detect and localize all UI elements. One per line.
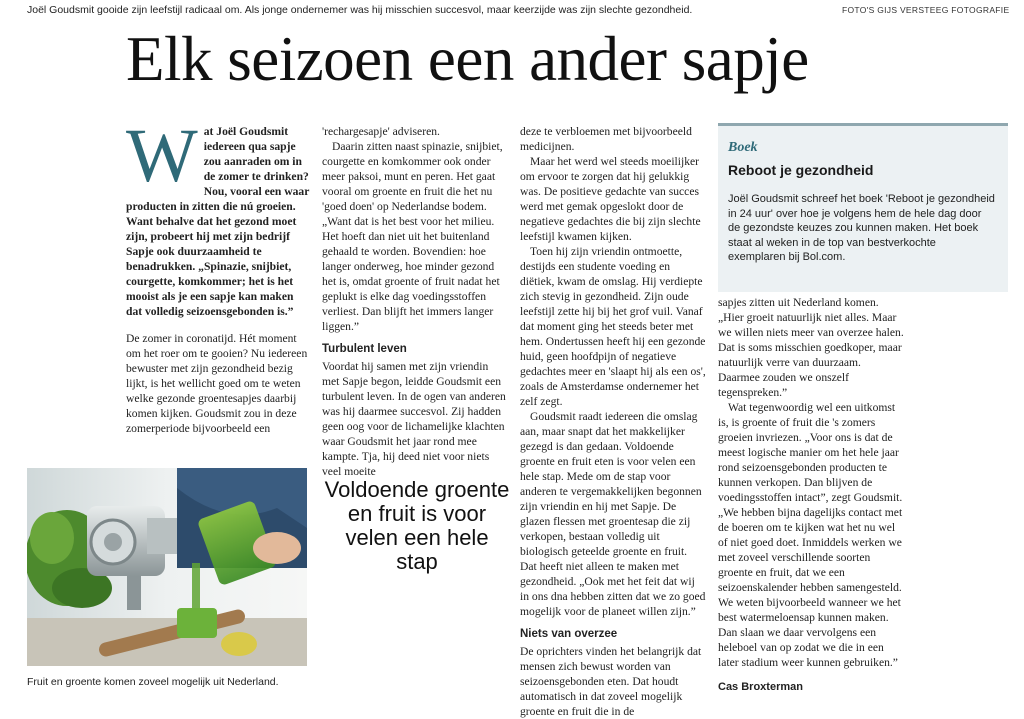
paragraph: Voordat hij samen met zijn vriendin met Sapje begon, leidde Goudsmit een turbulent leven. In de ogen van anderen was hij daarmee succesvol. Zij hadden geen oog voor de lichamelijke klachten waar Goudsmit het jaar rond mee kampte. Tja, hij deed niet voor niets veel moeite bbox=[322, 360, 506, 478]
lead-text: at Joël Goudsmit iedereen qua sapje zou aanraden om in de zomer te drinken? Nou, vooral een waar producten in zitten die nú groeien. Want behalve dat het gezond moet zijn, probeert hij met zijn bedrijf Sapje ook duurzaamheid te benadrukken. „Spinazie, snijbiet, courgette, komkommer; het is het mooist als je een sapje kan maken dat volledig seizoensgebonden is.” bbox=[126, 125, 310, 318]
sidebar-title: Reboot je gezondheid bbox=[728, 162, 874, 178]
book-sidebar bbox=[718, 123, 1008, 292]
column-4 bbox=[718, 295, 904, 695]
paragraph: Daarin zitten naast spinazie, snijbiet, courgette en komkommer ook onder meer paksoi, munt en peren. Het gaat vooral om groente en fruit die het nu 'goed doen' op Nederlandse bodem. „Want dat is het best voor het milieu. Het hoeft dan niet uit het buitenland gehaald te worden. Bovendien: hoe langer onderweg, hoe minder gezond het is, omdat groente of fruit nadat het geplukt is elke dag voedingsstoffen verliest. Dan blijft het immers langer liggen.” bbox=[322, 140, 503, 333]
sidebar-text: Joël Goudsmit schreef het boek 'Reboot je gezondheid in 24 uur' over hoe je volgens hem de hele dag door de gezondste keuzes zou kunnen maken. Het boek staat al weken in de top van bestverkochte exemplaren bij Bol.com. bbox=[728, 193, 995, 263]
paragraph: Goudsmit raadt iedereen die omslag aan, maar snapt dat het makkelijker gezegd is dan gedaan. Voldoende groente en fruit eten is voor velen een hele stap. Mede om de stap voor anderen te vergemakkelijken begonnen zijn vriendin en hij met Sapje. De glazen flessen met groentesap die zij verkopen, bestaan volledig uit biologisch geteelde groente en fruit. Dat heeft niet alleen te maken met gezondheid. „Ook met het feit dat wij in ons dna hebben zitten dat we zo goed mogelijk voor de planeet willen zijn.” bbox=[520, 410, 706, 618]
subheading-niets-van-overzee: Niets van overzee bbox=[520, 628, 618, 640]
intro-line: Joël Goudsmit gooide zijn leefstijl radicaal om. Als jonge ondernemer was hij misschien succesvol, maar keerzijde was zijn slechte gezondheid. bbox=[27, 4, 693, 16]
photo-caption: Fruit en groente komen zoveel mogelijk uit Nederland. bbox=[27, 676, 279, 688]
paragraph: Wat tegenwoordig wel een uitkomst is, is groente of fruit die 's zomers groeien invriezen. „Voor ons is dat de meest logische manier om het hele jaar rond seizoensgebonden producten te kunnen verkopen. Dan blijven de voedingsstoffen intact”, zegt Goudsmit. „We hebben bijna dagelijks contact met de boeren om te kijken wat het nu wel of niet goed doet. Inmiddels werken we met zoveel verschillende soorten groente en fruit, dat we een seizoenskalender hebben samengesteld. We weten bijvoorbeeld wanneer we het best watermeloensap kunnen maken. Dan slaan we daar vervolgens een heleboel van op zodat we die in een later stadium weer kunnen gebruiken.” bbox=[718, 401, 903, 669]
subheading-turbulent-leven: Turbulent leven bbox=[322, 343, 407, 355]
paragraph: De oprichters vinden het belangrijk dat mensen zich bewust worden van seizoensgebonden eten. Dat houdt automatisch in dat zoveel mogelijk groente en fruit die in de bbox=[520, 645, 702, 718]
column-1 bbox=[126, 114, 311, 436]
paragraph: De zomer in coronatijd. Hét moment om het roer om te gooien? Nu iedereen bewuster met zijn gezondheid bezig lijkt, is het wellicht goed om te weten welke gezonde groentesapjes daarbij komen kijken. Goudsmit zou in deze zomerperiode bijvoorbeeld een bbox=[126, 332, 308, 435]
sidebar-kicker: Boek bbox=[728, 140, 758, 155]
lead-paragraph bbox=[126, 114, 311, 319]
column-2 bbox=[322, 124, 507, 479]
paragraph: deze te verbloemen met bijvoorbeeld medicijnen. bbox=[520, 125, 692, 153]
column-3 bbox=[520, 124, 706, 719]
pull-quote: Voldoende groente en fruit is voor velen een hele stap bbox=[324, 477, 510, 574]
photo-illustration bbox=[27, 468, 307, 666]
juicer-photo bbox=[27, 468, 307, 666]
drop-cap: W bbox=[126, 114, 198, 198]
photo-credit: FOTO'S GIJS VERSTEEG FOTOGRAFIE bbox=[842, 5, 1010, 15]
paragraph: Toen hij zijn vriendin ontmoette, destijds een studente voeding en diëtiek, kwam de omslag. Hij verdiepte zich stevig in gezondheid. Zijn oude leefstijl zette hij bij het grof vuil. Vanaf dat moment ging het steeds beter met hem. Ondertussen heeft hij een gezonde huid, geen hoofdpijn of negatieve gedachtes meer en 'slaapt hij als een os', zoals de Amsterdamse ondernemer het zelf zegt. bbox=[520, 245, 706, 408]
headline: Elk seizoen een ander sapje bbox=[126, 24, 809, 94]
paragraph: 'rechargesapje' adviseren. bbox=[322, 125, 440, 138]
author-byline: Cas Broxterman bbox=[718, 681, 803, 693]
paragraph: sapjes zitten uit Nederland komen. „Hier groeit natuurlijk niet alles. Maar we willen niets meer van overzee halen. Dat is soms misschien goedkoper, maar natuurlijk verre van duurzaam. Daarmee zouden we onszelf tegenspreken.” bbox=[718, 296, 904, 399]
paragraph: Maar het werd wel steeds moeilijker om ervoor te zorgen dat hij gelukkig was. De positieve gedachte van succes werd met gemak opgeslokt door de negatieve gedachtes die bij zijn slechte leefstijl kwamen kijken. bbox=[520, 155, 701, 243]
